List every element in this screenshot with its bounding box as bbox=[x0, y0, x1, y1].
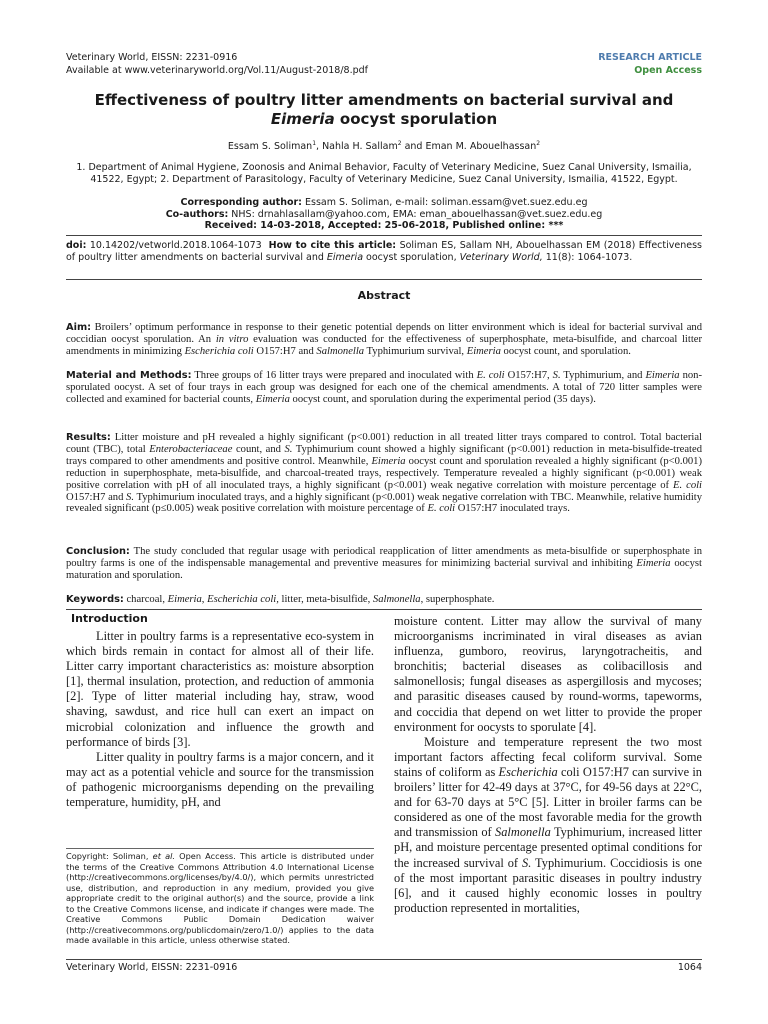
methods-italic: S. bbox=[552, 370, 561, 381]
para-italic: S. bbox=[522, 855, 532, 870]
abstract-methods bbox=[66, 370, 702, 406]
author-sep: and bbox=[401, 141, 426, 153]
contact-info bbox=[66, 197, 702, 232]
author-sep: , bbox=[316, 141, 323, 153]
para-italic: Salmonella bbox=[495, 825, 551, 840]
divider bbox=[66, 609, 702, 610]
methods-text: O157:H7, bbox=[504, 370, 553, 381]
author-3-sup: 2 bbox=[536, 140, 541, 147]
results-label: Results: bbox=[66, 432, 111, 443]
copyright-notice bbox=[66, 848, 374, 946]
methods-text: Three groups of 16 litter trays were prepared and inoculated with bbox=[191, 370, 477, 381]
keywords-text: litter, meta-bisulfide, bbox=[278, 594, 373, 605]
copyright-prefix: Copyright: Soliman, bbox=[66, 851, 153, 861]
corr-text[interactable]: Essam S. Soliman, e-mail: soliman.essam@vet.suez.edu.eg bbox=[301, 197, 588, 208]
cite-italic: Eimeria bbox=[326, 251, 364, 263]
methods-italic: Eimeria bbox=[255, 393, 290, 405]
available-link[interactable]: Available at www.veterinaryworld.org/Vol.11/August-2018/8.pdf bbox=[66, 64, 368, 76]
results-text: Typhimurium inoculated trays, and a highly significant (p<0.001) weak negative correlation with TBC. Meanwhile, relative humidity revealed significant (p≤0.005) weak positive correlation with moisture percentage of bbox=[66, 491, 702, 515]
methods-text: oocyst count, and sporulation during the experimental period (35 days). bbox=[289, 393, 596, 405]
results-italic: E. coli bbox=[673, 479, 703, 491]
aim-italic: Escherichia coli bbox=[184, 345, 254, 357]
running-footer bbox=[66, 960, 702, 974]
methods-text: Typhimurium, and bbox=[560, 370, 646, 381]
methods-italic: E. coli bbox=[476, 370, 505, 381]
corr-label: Corresponding author: bbox=[180, 197, 302, 208]
author-3: Eman M. Abouelhassan bbox=[425, 141, 537, 153]
header-left bbox=[66, 52, 368, 77]
results-italic: S. bbox=[284, 443, 293, 455]
conclusion-text: oocyst maturation and sporulation. bbox=[66, 557, 702, 581]
co-text[interactable]: NHS: drnahlasallam@yahoo.com, EMA: eman_abouelhassan@vet.suez.edu.eg bbox=[228, 208, 603, 220]
aim-text: evaluation was conducted for the effectiveness of superphosphate, meta-bisulfide, and charcoal litter amendments in minimizing bbox=[66, 333, 702, 357]
intro-paragraph-1: Litter in poultry farms is a representative eco-system in which birds remain in contact for almost all of their life. Litter carry important characteristics as: moisture absorption [1], thermal insulation, protection, and reduction of ammonia [2]. Type of litter material including hay, straw, wood shaving, sawdust, and rice hull can exert an impact on microbial colonization and influence the growth and performance of birds [3]. bbox=[66, 629, 374, 749]
intro-paragraph-3: moisture content. Litter may allow the survival of many microorganisms incriminated in viral diseases as avian influenza, gumboro, reovirus, laryngotracheitis, and bronchitis; bacterial diseases as colibacillosis and salmonellosis; fungal diseases as aspergillosis and mycoses; and parasitic diseases caused by round-worms, tapeworms, and coccidia that depend on wet litter to provide the proper environment for oocysts to sporulate [4]. bbox=[394, 614, 702, 734]
title-rest: oocyst sporulation bbox=[334, 110, 498, 128]
affiliations: 1. Department of Animal Hygiene, Zoonosis and Animal Behavior, Faculty of Veterinary Medicine, Suez Canal University, Ismailia, 41522, Egypt; 2. Department of Parasitology, Faculty of Veterinary Medicine, Suez Canal University, Ismailia, 41522, Egypt. bbox=[76, 162, 692, 185]
abstract-conclusion bbox=[66, 546, 702, 582]
para-italic: Escherichia bbox=[498, 764, 558, 779]
dates bbox=[66, 220, 702, 232]
results-text: Litter moisture and pH revealed a highly significant (p<0.001) reduction in all treated litter trays compared to control. Total bacterial count (TBC), total bbox=[66, 432, 702, 455]
open-access-label: Open Access bbox=[634, 64, 702, 76]
received-dates: Received: 14-03-2018, Accepted: 25-06-2018, Published online: *** bbox=[204, 220, 564, 231]
author-2-sup: 2 bbox=[397, 140, 402, 147]
results-text: count, and bbox=[232, 443, 285, 455]
cite-text: Soliman ES, Sallam NH, Abouelhassan EM (2018) Effectiveness of poultry litter amendments on bacterial survival and bbox=[66, 240, 702, 263]
para-text: coli O157:H7 can survive in broilers’ litter for 42-49 days at 37°C, for 49-56 days at 22°C, and for 63-70 days at 5°C [5]. Litter in broiler farms can be considered as one of the most favorable media for the growth and transmission of bbox=[394, 764, 702, 840]
keywords-text: , superphosphate. bbox=[420, 594, 495, 605]
article-title bbox=[66, 91, 702, 129]
cite-journal: Veterinary World, bbox=[459, 251, 543, 263]
aim-italic: in vitro bbox=[215, 333, 249, 345]
keywords-text: charcoal, bbox=[123, 594, 168, 605]
title-line-1: Effectiveness of poultry litter amendments on bacterial survival and bbox=[94, 91, 674, 109]
author-list bbox=[66, 138, 702, 153]
keywords-italic: Salmonella bbox=[372, 594, 421, 605]
citation-block bbox=[66, 240, 702, 263]
results-text: oocyst count and sporulation revealed a highly significant (p<0.001) reduction in superphosphate, meta-bisulfide, and charcoal-treated trays, respectively. Temperature revealed a highly significant (p<0.001) weak positive correlation with pH of all inoculated trays, a highly significant (p<0.001) weak negative correlation with moisture percentage of bbox=[66, 455, 702, 491]
cite-label: How to cite this article: bbox=[268, 240, 397, 251]
title-line-2 bbox=[66, 110, 702, 129]
conclusion-label: Conclusion: bbox=[66, 546, 130, 557]
conclusion-italic: Eimeria bbox=[636, 557, 671, 569]
conclusion-text: The study concluded that regular usage with periodical reapplication of litter amendments as meta-bisulfide or superphosphate in poultry farms is one of the indispensable managemental and preventive measures for minimizing bacterial survival and inhibiting bbox=[66, 546, 702, 569]
aim-text: O157:H7 and bbox=[253, 345, 317, 357]
abstract-results bbox=[66, 432, 702, 515]
running-header bbox=[66, 52, 702, 78]
results-text: O157:H7 inoculated trays. bbox=[455, 503, 570, 515]
abstract-aim bbox=[66, 322, 702, 358]
introduction-heading: Introduction bbox=[71, 612, 148, 625]
para-text: Typhimurium. Coccidiosis is one of the most important parasitic diseases in poultry industry [6], and it caused highly economic losses in poultry production represented in mortalities, bbox=[394, 855, 702, 915]
aim-italic: Eimeria bbox=[466, 345, 501, 357]
keywords-text: , bbox=[201, 594, 208, 605]
journal-line: Veterinary World, EISSN: 2231-0916 bbox=[66, 52, 238, 63]
aim-text: oocyst count, and sporulation. bbox=[500, 345, 631, 357]
keywords-label: Keywords: bbox=[66, 594, 124, 605]
doi-text[interactable]: 10.14202/vetworld.2018.1064-1073 bbox=[86, 240, 262, 251]
results-italic: Eimeria bbox=[371, 455, 406, 467]
author-2: Nahla H. Sallam bbox=[322, 141, 398, 153]
results-text: Typhimurium count showed a highly significant (p<0.001) reduction in meta-bisulfide-treated trays compared to other amendments and positive control. Meanwhile, bbox=[66, 443, 702, 467]
aim-text: Broilers’ optimum performance in response to their genetic potential depends on litter environment which is ideal for bacterial survival and coccidian oocyst sporulation. An bbox=[66, 322, 702, 345]
copyright-text: Open Access. This article is distributed under the terms of the Creative Commons Attribution 4.0 International License (http://creativecommons.org/licenses/by/4.0/), which permits unrestricted use, distribution, and reproduction in any medium, provided you give appropriate credit to the original author(s) and the source, provide a link to the Creative Commons license, and indicate if changes were made. The Creative Commons Public Domain Dedication waiver (http://creativecommons.org/publicdomain/zero/1.0/) applies to the data made available in this article, unless otherwise stated. bbox=[66, 851, 374, 945]
aim-italic: Salmonella bbox=[316, 345, 365, 357]
author-1: Essam S. Soliman bbox=[227, 141, 313, 153]
keywords-italic: Eimeria bbox=[167, 594, 202, 605]
cite-text-2: oocyst sporulation, bbox=[363, 251, 460, 263]
copyright-etal: et al. bbox=[152, 851, 175, 861]
results-italic: Enterobacteriaceae bbox=[149, 443, 233, 455]
keywords-italic: Escherichia coli, bbox=[207, 594, 279, 605]
title-italic: Eimeria bbox=[270, 110, 335, 128]
divider bbox=[66, 279, 702, 280]
results-text: O157:H7 and bbox=[66, 491, 127, 503]
intro-paragraph-2: Litter quality in poultry farms is a major concern, and it may act as a potential vehicle and source for the transmission of pathogenic microorganisms depending on the prevailing temperature, humidity, pH, and bbox=[66, 749, 374, 810]
para-text: Moisture and temperature represent the two most important factors affecting fecal coliform survival. Some stains of coliform as bbox=[394, 734, 702, 779]
keywords bbox=[66, 594, 702, 606]
divider bbox=[66, 235, 702, 236]
abstract-heading: Abstract bbox=[357, 289, 411, 302]
methods-label: Material and Methods: bbox=[66, 370, 192, 381]
aim-label: Aim: bbox=[66, 322, 92, 333]
left-column bbox=[66, 612, 374, 810]
methods-text: non-sporulated oocyst. A set of four trays in each group was designed for each one of the chemical amendments. A total of 720 litter samples were collected and examined for bacterial counts, bbox=[66, 370, 703, 405]
corresponding-author bbox=[66, 197, 702, 209]
cite-end: 11(8): 1064-1073. bbox=[542, 251, 633, 263]
article-type: RESEARCH ARTICLE bbox=[598, 52, 702, 63]
right-column bbox=[394, 614, 702, 916]
footer-journal: Veterinary World, EISSN: 2231-0916 bbox=[66, 962, 238, 973]
aim-text: Typhimurium survival, bbox=[364, 345, 467, 357]
para-text: Typhimurium, increased litter pH, and moisture percentage presented optimal conditions for the increased survival of bbox=[394, 825, 702, 870]
methods-italic: Eimeria bbox=[645, 370, 680, 381]
co-authors bbox=[66, 209, 702, 221]
author-1-sup: 1 bbox=[312, 140, 317, 147]
intro-paragraph-4 bbox=[394, 735, 702, 916]
page-number: 1064 bbox=[677, 962, 702, 973]
header-right bbox=[598, 52, 702, 77]
doi-label: doi: bbox=[66, 240, 87, 251]
co-label: Co-authors: bbox=[165, 208, 229, 220]
results-italic: E. coli bbox=[427, 503, 456, 515]
results-italic: S. bbox=[126, 491, 134, 503]
